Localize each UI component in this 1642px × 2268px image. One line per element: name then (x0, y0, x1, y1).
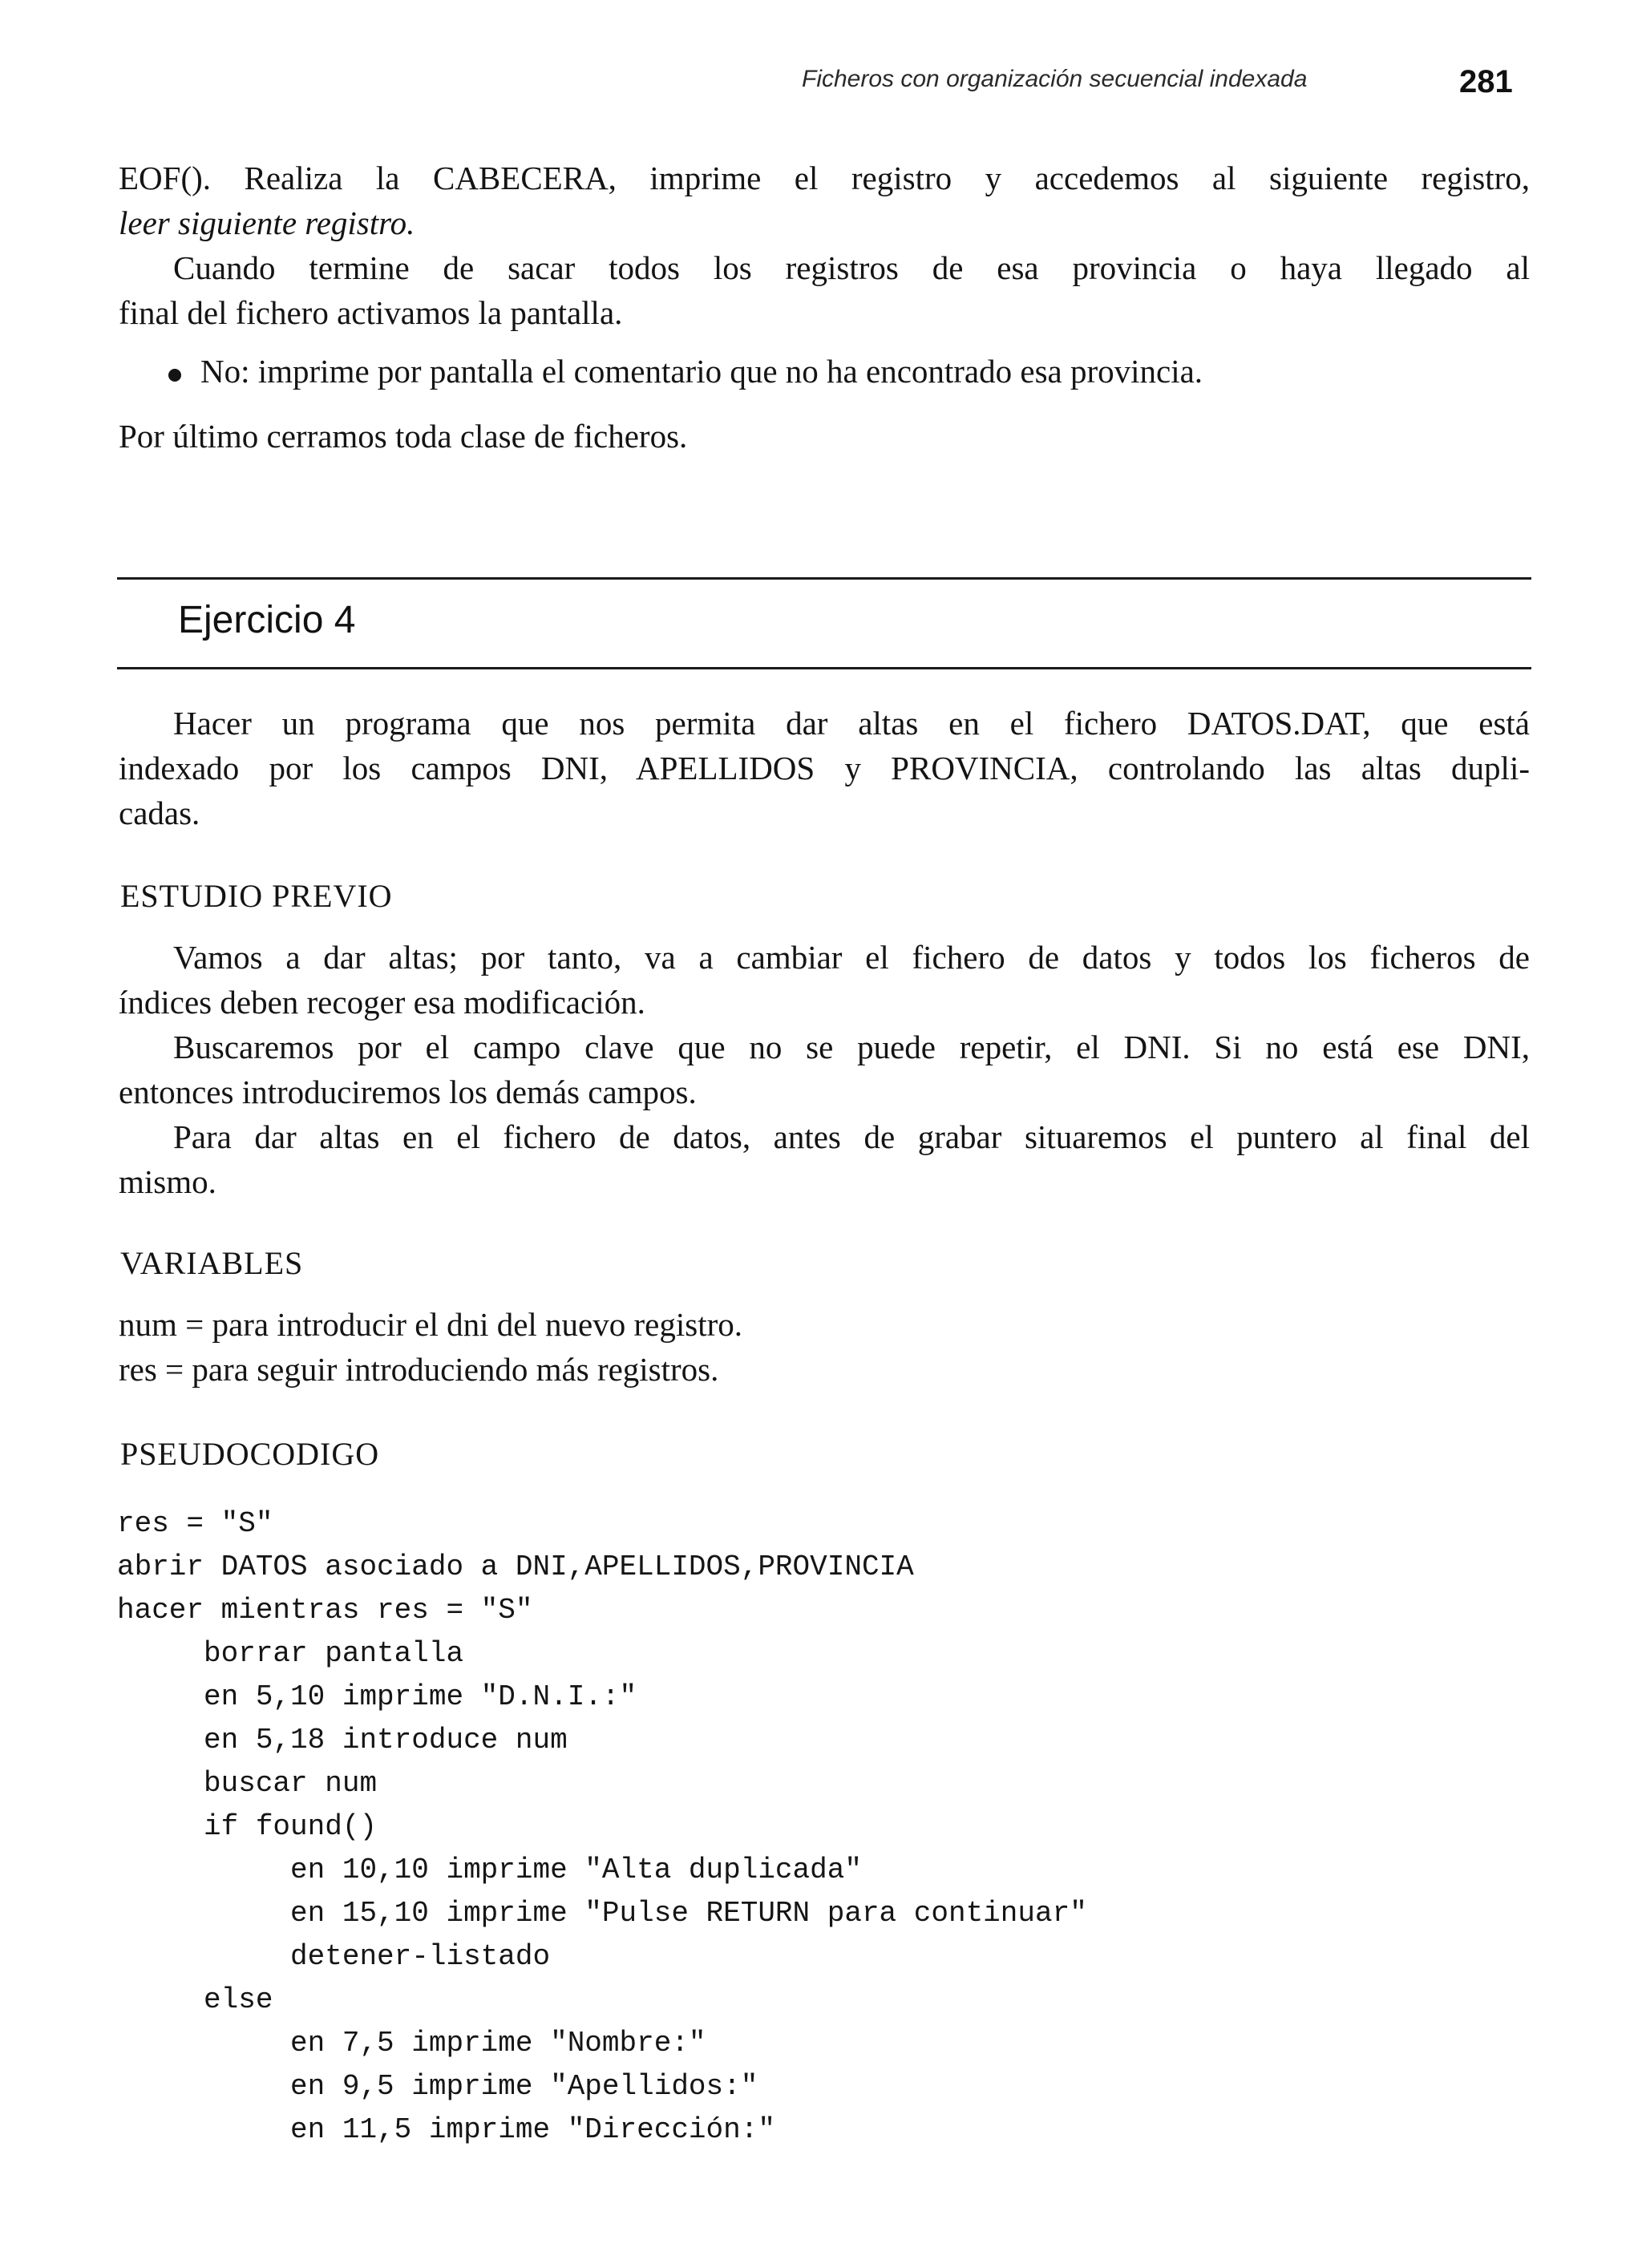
estudio-paragraph-2 (119, 1025, 1530, 1114)
code-line: else (117, 1983, 273, 2016)
code-line: en 11,5 imprime "Dirección:" (117, 2113, 775, 2146)
variables-list (119, 1302, 1530, 1392)
text-line: mismo. (119, 1163, 216, 1200)
exercise-statement (119, 701, 1530, 835)
text-line: Buscaremos por el campo clave que no se puede repetir, el DNI. Si no está ese DNI, (173, 1029, 1530, 1065)
code-line: en 10,10 imprime "Alta duplicada" (117, 1854, 862, 1886)
code-line: en 15,10 imprime "Pulse RETURN para continuar" (117, 1897, 1087, 1930)
code-line: abrir DATOS asociado a DNI,APELLIDOS,PROVINCIA (117, 1550, 914, 1583)
estudio-paragraph-1 (119, 935, 1530, 1025)
section-rule-top (117, 577, 1531, 580)
pseudocode-block (117, 1502, 1087, 2152)
pseudocode-heading: PSEUDOCODIGO (120, 1436, 380, 1472)
code-line: en 7,5 imprime "Nombre:" (117, 2027, 706, 2060)
variables-heading: VARIABLES (120, 1245, 304, 1281)
code-line: hacer mientras res = "S" (117, 1594, 533, 1627)
text-line: entonces introduciremos los demás campos. (119, 1073, 697, 1110)
text-line: Cuando termine de sacar todos los registros de esa provincia o haya llegado al (173, 249, 1530, 286)
text-line: leer siguiente registro. (119, 204, 415, 241)
text-line: Para dar altas en el fichero de datos, antes de grabar situaremos el puntero al final del (173, 1118, 1530, 1155)
code-line: if found() (117, 1810, 378, 1843)
code-line: en 5,10 imprime "D.N.I.:" (117, 1680, 637, 1713)
section-title: Ejercicio 4 (178, 599, 356, 641)
text-line: cadas. (119, 794, 200, 831)
text-line: final del fichero activamos la pantalla. (119, 294, 623, 331)
text-line: Vamos a dar altas; por tanto, va a cambiar el fichero de datos y todos los ficheros de (173, 939, 1530, 976)
text-line: Hacer un programa que nos permita dar altas en el fichero DATOS.DAT, que está (173, 705, 1530, 742)
text-line: EOF(). Realiza la CABECERA, imprime el registro y accedemos al siguiente registro, (119, 160, 1530, 196)
estudio-paragraph-3 (119, 1114, 1530, 1204)
text-line: indexado por los campos DNI, APELLIDOS y PROVINCIA, controlando las altas dupli- (119, 750, 1530, 786)
estudio-heading: ESTUDIO PREVIO (120, 878, 393, 914)
intro-paragraph-2 (119, 245, 1530, 335)
bullet-icon (168, 369, 181, 382)
text-line: índices deben recoger esa modificación. (119, 984, 645, 1021)
running-header: Ficheros con organización secuencial indexada (802, 66, 1308, 92)
code-line: en 9,5 imprime "Apellidos:" (117, 2070, 758, 2103)
code-line: detener-listado (117, 1940, 551, 1973)
variable-line: num = para introducir el dni del nuevo registro. (119, 1306, 742, 1343)
text-line: Por último cerramos toda clase de ficheros. (119, 418, 688, 455)
page-number: 281 (1459, 64, 1513, 99)
variable-line: res = para seguir introduciendo más registros. (119, 1351, 719, 1388)
code-line: en 5,18 introduce num (117, 1724, 568, 1757)
bullet-text: No: imprime por pantalla el comentario que no ha encontrado esa provincia. (200, 353, 1203, 390)
section-rule-bottom (117, 667, 1531, 669)
bullet-item (168, 349, 1203, 394)
code-line: res = "S" (117, 1507, 273, 1540)
code-line: borrar pantalla (117, 1637, 464, 1670)
code-line: buscar num (117, 1767, 378, 1800)
intro-paragraph-1 (119, 156, 1530, 245)
closing-paragraph (119, 414, 1530, 459)
